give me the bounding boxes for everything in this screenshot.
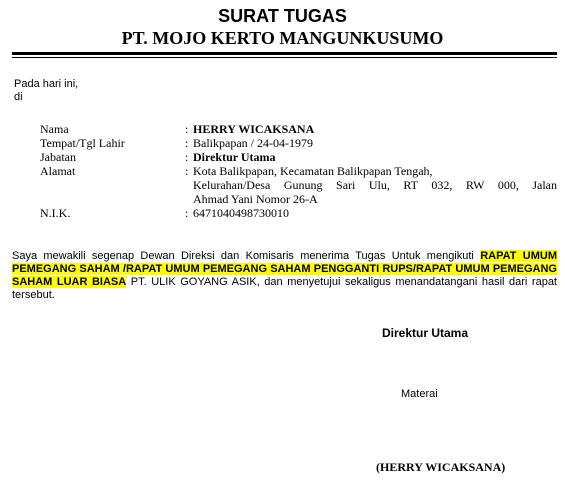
field-colon: : [185,164,189,178]
field-colon: : [185,122,189,136]
field-row-nik [40,206,557,220]
field-label-nama: Nama [40,122,69,136]
company-name: PT. MOJO KERTO MANGUNKUSUMO [121,28,444,48]
field-colon: : [185,206,189,220]
statement-highlight: RAPAT UMUM PEMEGANG SAHAM /RAPAT UMUM PEMEGANG SAHAM PENGGANTI RUPS/RAPAT UMUM PEMEGANG SAHAM LUAR BIASA [12,250,557,288]
materai-label: Materai [401,388,438,400]
field-value-ttl: Balikpapan / 24-04-1979 [193,136,313,150]
field-label-nik: N.I.K. [40,206,71,220]
document-title: SURAT TUGAS [218,6,347,26]
signature-title: Direktur Utama [382,326,469,340]
statement-text-before: Saya mewakili segenap Dewan Direksi dan Komisaris menerima Tugas Untuk mengikuti [12,250,481,262]
field-row-jabatan [40,150,557,164]
field-label-ttl: Tempat/Tgl Lahir [40,136,125,150]
statement-text-after: PT. ULIK GOYANG ASIK, dan menyetujui sekaligus menandatangani hasil dari rapat tersebut. [12,276,557,301]
identity-fields [40,122,557,220]
header-rule-thin [12,57,557,58]
opening-line-1: Pada hari ini, [14,78,79,90]
field-row-nama [40,122,557,136]
opening-line-2: di [14,91,23,103]
field-value-nama: HERRY WICAKSANA [193,122,315,136]
field-colon: : [185,136,189,150]
field-row-ttl [40,136,557,150]
field-value-jabatan: Direktur Utama [193,150,276,164]
field-value-alamat [193,164,557,206]
statement-paragraph [12,250,557,302]
address-line-1: Kota Balikpapan, Kecamatan Balikpapan Tengah, [193,164,433,178]
field-value-nik: 6471040498730010 [193,206,289,220]
signatory-name: (HERRY WICAKSANA) [376,460,506,474]
field-colon: : [185,150,189,164]
field-row-alamat [40,164,557,206]
header-rule-thick [12,52,557,55]
address-line-3: Ahmad Yani Nomor 26-A [193,192,318,206]
address-line-2: Kelurahan/Desa Gunung Sari Ulu, RT 032, RW 000, Jalan [193,178,557,192]
field-label-jabatan: Jabatan [40,150,76,164]
opening-text [14,78,314,104]
field-label-alamat: Alamat [40,164,76,178]
